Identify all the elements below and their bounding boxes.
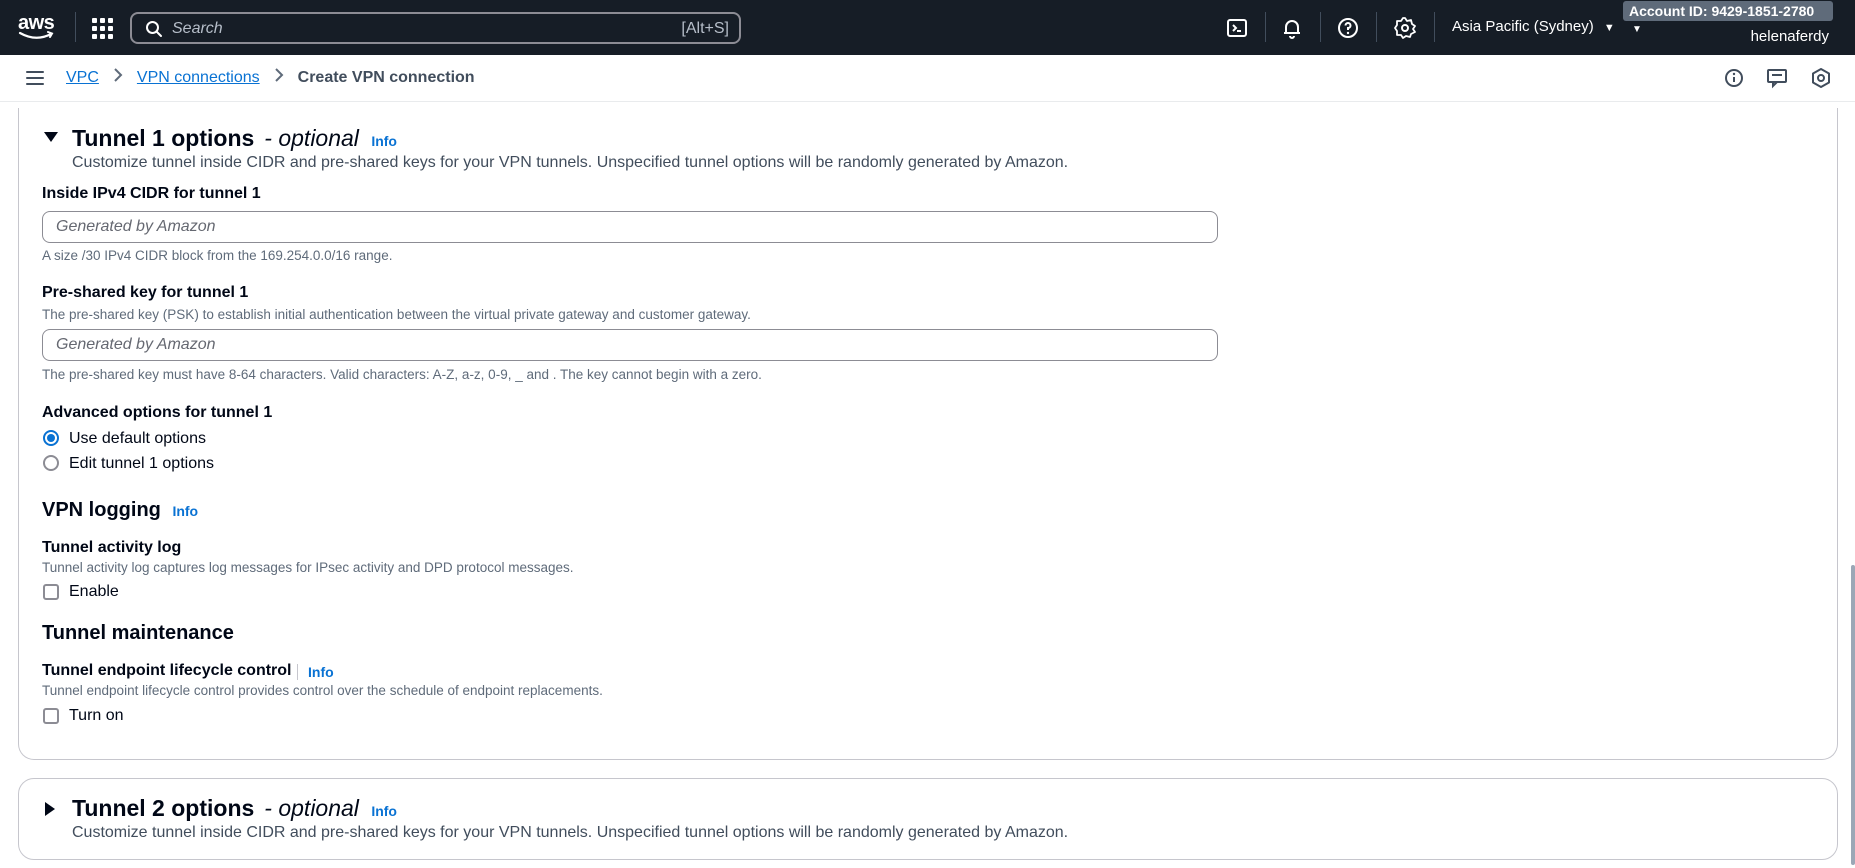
label-divider [297,664,298,680]
search-shortcut: [Alt+S] [681,20,729,37]
breadcrumb-current: Create VPN connection [297,68,475,86]
psk-description: The pre-shared key (PSK) to establish initial authentication between the virtual private gateway and customer gateway. [42,307,751,322]
info-circle-icon[interactable] [1723,67,1745,89]
use-default-options-radio[interactable] [43,430,59,446]
nav-divider [1434,12,1435,42]
account-menu[interactable] [1623,1,1833,35]
aws-logo[interactable] [18,13,58,43]
psk-label: Pre-shared key for tunnel 1 [42,284,249,301]
username[interactable]: helenaferdy [1750,28,1829,45]
account-id: Account ID: 9429-1851-2780 [1629,3,1815,19]
page-scrollbar[interactable] [1851,565,1855,865]
edit-tunnel-options-label[interactable]: Edit tunnel 1 options [69,455,214,472]
psk-help: The pre-shared key must have 8-64 characters. Valid characters: A-Z, a-z, 0-9, _ and . The key cannot begin with a zero. [42,367,762,382]
tunnel-2-title: Tunnel 2 options [72,795,255,821]
nav-divider [1265,12,1266,42]
enable-activity-log-checkbox[interactable] [43,584,59,600]
tunnel-activity-log-description: Tunnel activity log captures log messages for IPsec activity and DPD protocol messages. [42,560,574,575]
inside-cidr-help: A size /30 IPv4 CIDR block from the 169.254.0.0/16 range. [42,248,393,263]
caret-right-icon[interactable] [44,801,56,817]
tunnel-1-description: Customize tunnel inside CIDR and pre-shared keys for your VPN tunnels. Unspecified tunnel options will be randomly generated by Amazon. [72,154,1069,171]
breadcrumb-bar [0,55,1855,102]
psk-input[interactable] [42,329,1218,361]
inside-cidr-input[interactable] [42,211,1218,243]
tunnel-1-info-link[interactable]: Info [371,133,397,149]
hexagon-icon[interactable] [1810,67,1832,89]
breadcrumb-vpc[interactable]: VPC [66,68,99,86]
region-selector[interactable] [1452,18,1615,35]
vpn-logging-heading [42,499,198,522]
turn-on-checkbox[interactable] [43,708,59,724]
tunnel-1-title: Tunnel 1 options [72,125,255,151]
cloudshell-icon[interactable] [1225,16,1249,40]
hamburger-icon[interactable] [26,71,44,85]
use-default-options-label[interactable]: Use default options [69,430,206,447]
tunnel-2-heading[interactable] [72,795,397,822]
vpn-logging-title: VPN logging [42,499,161,521]
caret-down-icon: ▼ [1632,24,1642,35]
feedback-icon[interactable] [1766,67,1788,89]
turn-on-label[interactable]: Turn on [69,707,124,724]
inside-cidr-placeholder: Generated by Amazon [56,218,216,235]
lifecycle-info-link[interactable]: Info [308,664,334,680]
search-placeholder: Search [172,20,223,37]
inside-cidr-label: Inside IPv4 CIDR for tunnel 1 [42,185,261,202]
lifecycle-control-label: Tunnel endpoint lifecycle control [42,662,292,679]
breadcrumb-vpn-connections[interactable]: VPN connections [136,68,260,86]
chevron-right-icon [274,68,284,87]
tunnel-1-options-panel [18,108,1838,760]
aws-logo-text: aws [18,12,55,34]
search-icon [145,20,163,38]
apps-grid-icon[interactable] [90,16,114,40]
nav-divider [1376,12,1377,42]
tunnel-activity-log-label: Tunnel activity log [42,539,182,556]
tunnel-maintenance-heading: Tunnel maintenance [42,622,234,644]
top-navigation [0,0,1855,55]
chevron-right-icon [113,68,123,87]
optional-label: - optional [264,125,359,151]
lifecycle-control-description: Tunnel endpoint lifecycle control provides control over the schedule of endpoint replacements. [42,683,603,698]
bell-icon[interactable] [1280,16,1304,40]
tunnel-2-description: Customize tunnel inside CIDR and pre-shared keys for your VPN tunnels. Unspecified tunnel options will be randomly generated by Amazon. [72,824,1069,841]
breadcrumb [66,68,475,87]
caret-down-icon[interactable] [43,131,59,143]
nav-divider [1320,12,1321,42]
help-icon[interactable] [1336,16,1360,40]
advanced-options-label: Advanced options for tunnel 1 [42,404,273,421]
search-input[interactable] [130,12,741,44]
tunnel-2-options-panel [18,778,1838,860]
optional-label: - optional [264,795,359,821]
enable-label[interactable]: Enable [69,583,119,600]
region-label: Asia Pacific (Sydney) [1452,18,1594,35]
caret-down-icon: ▼ [1603,22,1615,34]
vpn-logging-info-link[interactable]: Info [172,503,199,519]
aws-smile-icon [18,31,54,41]
tunnel-1-heading[interactable] [72,125,397,152]
tunnel-2-info-link[interactable]: Info [371,803,397,819]
psk-placeholder: Generated by Amazon [56,336,216,353]
gear-icon[interactable] [1393,16,1417,40]
nav-divider [75,12,76,42]
edit-tunnel-options-radio[interactable] [43,455,59,471]
